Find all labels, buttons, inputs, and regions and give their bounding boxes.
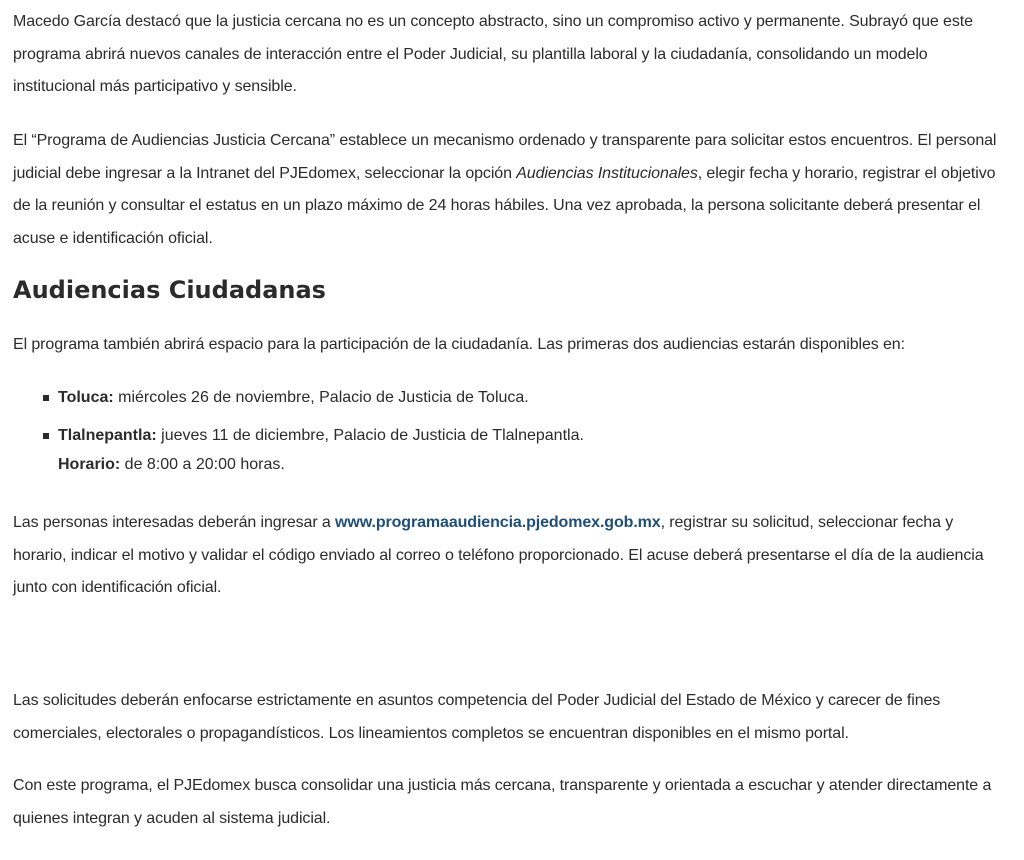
paragraph-program-emphasis: Audiencias Institucionales [516, 164, 698, 182]
list-item-text: jueves 11 de diciembre, Palacio de Justicia de Tlalnepantla. [156, 427, 584, 444]
paragraph-intro: Macedo García destacó que la justicia cercana no es un concepto abstracto, sino un compromiso activo y permanente. Subrayó que este programa abrirá nuevos canales de interacción entre el Poder Judicial, su plantilla laboral y la ciudadanía, consolidando un modelo institucional más participativo y sensible. [13, 13, 973, 95]
paragraph-program-text-before: El “Programa de Audiencias Justicia Cercana” establece un mecanismo ordenado y transparente para solicitar estos encuentros. El personal judicial debe ingresar a la Intranet del PJEdomex, seleccionar la opción [13, 132, 997, 182]
paragraph-registration [13, 507, 1010, 605]
schedule-label: Horario: [58, 456, 121, 473]
list-item-toluca [40, 383, 584, 412]
program-portal-link[interactable]: www.programaaudiencia.pjedomex.gob.mx [335, 514, 661, 531]
audience-dates-list [40, 383, 584, 479]
paragraph-requirements: Las solicitudes deberán enfocarse estrictamente en asuntos competencia del Poder Judicial del Estado de México y carecer de fines comerciales, electorales o propagandísticos. Los lineamientos completos se encuentran disponibles en el mismo portal. [13, 692, 941, 742]
list-item-label: Tlalnepantla: [58, 427, 157, 444]
paragraph-program-text-after: , elegir fecha y horario, registrar el objetivo de la reunión y consultar el estatus en un plazo máximo de 24 horas hábiles. Una vez aprobada, la persona solicitante deberá presentar el acuse e identificación oficial. [13, 164, 996, 247]
section-heading: Audiencias Ciudadanas [13, 276, 326, 304]
list-item-label: Toluca: [58, 389, 114, 406]
list-item-tlalnepantla [40, 421, 584, 479]
paragraph-registration-text-before: Las personas interesadas deberán ingresar a [13, 514, 336, 531]
paragraph-program-description [13, 125, 1010, 255]
paragraph-conclusion: Con este programa, el PJEdomex busca consolidar una justicia más cercana, transparente y orientada a escuchar y atender directamente a quienes integran y acuden al sistema judicial. [13, 777, 992, 827]
paragraph-registration-text-after: , registrar su solicitud, seleccionar fecha y horario, indicar el motivo y validar el código enviado al correo o teléfono proporcionado. El acuse deberá presentarse el día de la audiencia junto con identificación oficial. [13, 514, 984, 596]
schedule-text: de 8:00 a 20:00 horas. [120, 456, 285, 473]
paragraph-citizen-intro: El programa también abrirá espacio para la participación de la ciudadanía. Las primeras dos audiencias estarán disponibles en: [13, 336, 905, 353]
list-item-text: miércoles 26 de noviembre, Palacio de Justicia de Toluca. [113, 389, 529, 406]
